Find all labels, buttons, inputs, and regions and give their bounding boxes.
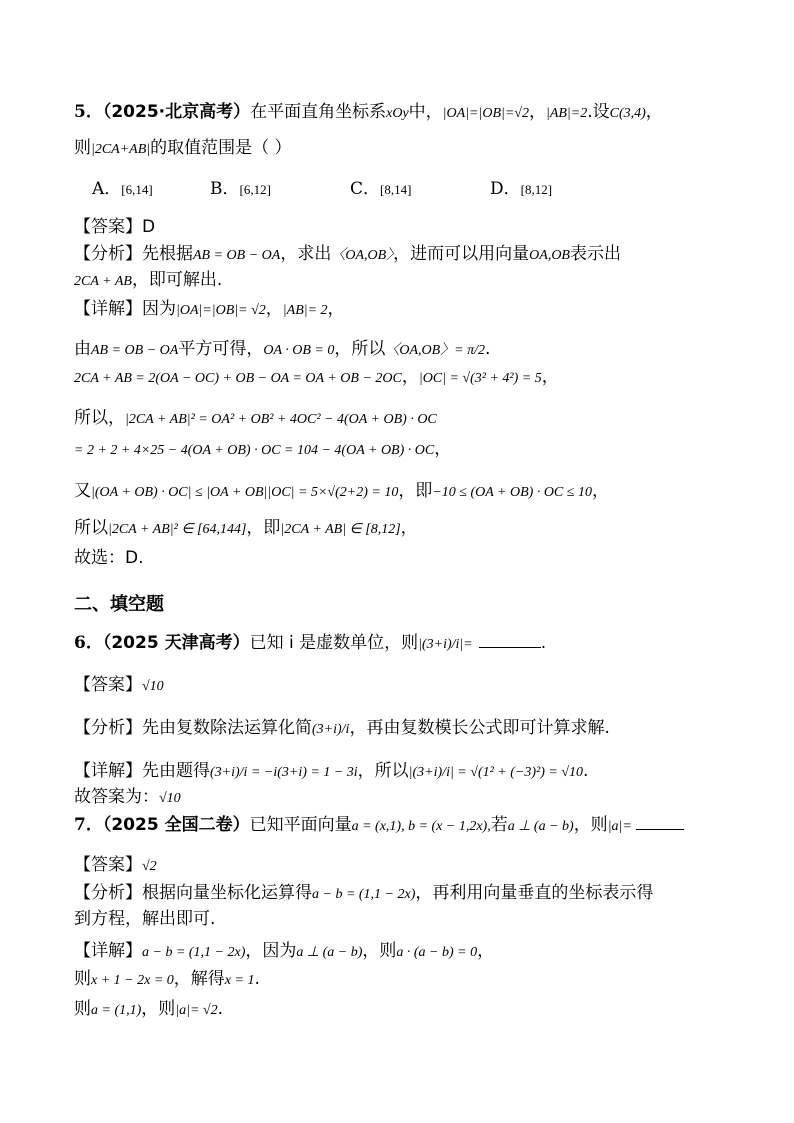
q5-condition-2: |AB|=2: [545, 106, 588, 121]
q6-analysis: [74, 715, 610, 743]
analysis-label: 【分析】: [74, 883, 142, 903]
analysis-text: ，再由复数模长公式即可计算求解.: [349, 718, 610, 738]
formula: |(OA + OB) · OC| ≤ |OA + OB||OC| = 5×√(2+2) = 10: [91, 485, 399, 500]
detail-text: ，: [265, 299, 283, 319]
detail-text: 平方可得，: [178, 339, 264, 359]
q5-stem-text: ，: [645, 102, 663, 122]
detail-text: 则: [74, 969, 91, 989]
detail-text: ，即: [246, 518, 281, 538]
formula: |2CA + AB| ∈ [8,12]: [280, 522, 401, 537]
formula: OA,OB: [529, 248, 570, 263]
detail-text: ，所以: [357, 761, 409, 781]
formula: AB = OB − OA: [91, 343, 179, 358]
formula: |OC| = √(3² + 4²) = 5: [418, 371, 542, 386]
formula: 〈OA,OB〉: [331, 248, 394, 263]
q5-detail-line4: [74, 405, 437, 433]
detail-text: 所以，: [74, 408, 125, 428]
q7-analysis-line1: [74, 880, 653, 908]
formula: (3+i)/i: [312, 722, 350, 737]
q7-stem-text: 已知平面向量: [249, 815, 352, 835]
formula: |a|= √2: [175, 1003, 218, 1018]
formula: |2CA + AB|² ∈ [64,144]: [108, 522, 247, 537]
q5-option-c: [350, 176, 411, 203]
q5-detail-line2: [74, 336, 490, 364]
q5-condition-1: |OA|=|OB|=√2: [442, 106, 529, 121]
q5-point-c: C(3,4): [609, 106, 646, 121]
detail-text: ，解得: [173, 969, 225, 989]
q7-answer-blank: [636, 815, 684, 830]
answer-value: √2: [142, 859, 157, 874]
option-value: [6,12]: [239, 182, 271, 197]
analysis-text: 先根据: [142, 244, 193, 264]
formula: (3+i)/i = −i(3+i) = 1 − 3i: [210, 765, 358, 780]
q5-stem-line1: [74, 99, 663, 127]
formula: = 2 + 2 + 4×25 − 4(OA + OB) · OC = 104 − 4(OA + OB) · OC: [74, 443, 435, 458]
q6-stem-text: 已知 i 是虚数单位，则: [249, 633, 419, 653]
q7-analysis-line2: 到方程，解出即可.: [74, 909, 216, 929]
option-label: A．: [92, 179, 122, 199]
analysis-text: ，求出: [280, 244, 332, 264]
formula: a − b = (1,1 − 2x): [142, 945, 246, 960]
formula: a · (a − b) = 0: [396, 945, 478, 960]
option-value: [8,12]: [520, 182, 553, 197]
q6-detail-line1: [74, 758, 588, 786]
analysis-text: ，再利用向量垂直的坐标表示得: [415, 883, 654, 903]
analysis-text: 根据向量坐标化运算得: [142, 883, 312, 903]
q5-analysis-line1: [74, 241, 621, 269]
answer-label: 【答案】: [74, 855, 142, 875]
q7-number: 7．: [74, 815, 103, 835]
answer-value: D: [142, 217, 156, 237]
q6-answer: [74, 672, 164, 700]
answer-value: √10: [142, 679, 164, 694]
q5-detail-line7: [74, 515, 418, 543]
q5-detail-line5: [74, 436, 451, 464]
q7-answer: [74, 852, 157, 880]
analysis-text: ，即可解出.: [131, 270, 223, 290]
option-label: C．: [350, 179, 381, 199]
q5-detail-line8: 故选：D.: [74, 548, 144, 568]
analysis-text: 先由复数除法运算化简: [142, 718, 312, 738]
q5-option-b: [210, 176, 271, 203]
formula: |AB|= 2: [282, 303, 328, 318]
analysis-text: 表示出: [569, 244, 621, 264]
analysis-label: 【分析】: [74, 718, 142, 738]
detail-label: 【详解】: [74, 299, 142, 319]
q6-answer-blank: [479, 633, 541, 648]
answer-label: 【答案】: [74, 217, 142, 237]
formula: a − b = (1,1 − 2x): [312, 887, 416, 902]
formula: −10 ≤ (OA + OB) · OC ≤ 10: [432, 485, 592, 500]
formula: |2CA + AB|² = OA² + OB² + 4OC² − 4(OA + OB) · OC: [125, 412, 437, 427]
q7-detail-line1: [74, 938, 494, 966]
detail-text: ，: [434, 439, 452, 459]
detail-label: 【详解】: [74, 761, 142, 781]
formula: 〈OA,OB〉= π/2: [385, 343, 486, 358]
detail-text: ，即: [398, 481, 433, 501]
detail-text: .: [254, 969, 260, 989]
q5-detail-line3: [74, 364, 559, 392]
q5-source: （2025·北京高考）: [102, 102, 251, 122]
formula: √10: [159, 791, 181, 806]
q5-option-d: [490, 176, 552, 203]
q7-stem-text: 若: [490, 815, 508, 835]
detail-text: ，: [401, 367, 419, 387]
formula: OA · OB = 0: [263, 343, 335, 358]
q5-stem-text: 中，: [408, 102, 443, 122]
detail-text: ，则: [141, 999, 176, 1019]
detail-text: ，: [477, 941, 495, 961]
formula: 2CA + AB: [74, 274, 132, 289]
formula: a = (1,1): [91, 1003, 142, 1018]
option-label: D．: [490, 179, 521, 199]
q5-option-a: [92, 176, 153, 203]
option-label: B．: [210, 179, 240, 199]
formula: x = 1: [224, 973, 255, 988]
detail-text: 又: [74, 481, 91, 501]
q6-expression: |(3+i)/i|=: [418, 637, 473, 652]
detail-text: ，因为: [245, 941, 297, 961]
q7-source: （2025 全国二卷）: [102, 815, 250, 835]
formula: a = (x,1), b = (x − 1,2x),: [351, 819, 491, 834]
q6-stem: [74, 630, 546, 658]
q5-answer: [74, 214, 155, 240]
formula: a ⊥ (a − b): [507, 819, 574, 834]
detail-text: ，则: [362, 941, 397, 961]
q5-detail-line1: [74, 296, 345, 324]
detail-text: .: [583, 761, 589, 781]
formula: |a|=: [607, 819, 632, 834]
detail-text: .: [217, 999, 224, 1019]
q5-number: 5．: [74, 102, 103, 122]
formula: 2CA + AB = 2(OA − OC) + OB − OA = OA + OB − 2OC: [74, 371, 402, 386]
q6-stem-text: .: [540, 633, 547, 653]
detail-text: 先由题得: [142, 761, 210, 781]
detail-text: ，: [400, 518, 418, 538]
detail-text: .: [485, 339, 491, 359]
q7-detail-line3: [74, 996, 223, 1024]
q6-detail-line2: [74, 784, 181, 812]
q5-stem-text: .设: [587, 102, 610, 122]
formula: |OA|=|OB|= √2: [176, 303, 266, 318]
detail-text: 因为: [142, 299, 176, 319]
answer-label: 【答案】: [74, 675, 142, 695]
q7-detail-line2: [74, 966, 260, 994]
detail-text: 由: [74, 339, 91, 359]
q6-source: （2025 天津高考）: [102, 633, 250, 653]
detail-text: ，: [327, 299, 345, 319]
detail-text: 所以: [74, 518, 108, 538]
q6-number: 6．: [74, 633, 103, 653]
detail-text: ，: [541, 367, 559, 387]
detail-text: 则: [74, 999, 91, 1019]
detail-label: 【详解】: [74, 941, 142, 961]
q5-analysis-line2: [74, 267, 222, 295]
q5-stem-line2: [74, 135, 292, 163]
q5-expression: |2CA+AB|: [91, 142, 151, 157]
q5-stem-text: 则: [74, 138, 91, 158]
detail-text: 故答案为：: [74, 787, 159, 807]
q5-stem-text: 的取值范围是（ ）: [150, 138, 292, 158]
analysis-label: 【分析】: [74, 244, 142, 264]
detail-text: ，所以: [334, 339, 386, 359]
q5-stem-text: 在平面直角坐标系: [250, 102, 387, 122]
formula: |(3+i)/i| = √(1² + (−3)²) = √10: [408, 765, 584, 780]
q5-coord-system: xOy: [386, 106, 409, 121]
section-title: 二、填空题: [74, 594, 164, 615]
formula: x + 1 − 2x = 0: [91, 973, 174, 988]
formula: AB = OB − OA: [193, 248, 281, 263]
option-value: [6,14]: [121, 182, 153, 197]
detail-text: ，: [591, 481, 609, 501]
q7-stem: [74, 812, 684, 840]
q5-stem-text: ，: [528, 102, 546, 122]
q7-stem-text: ，则: [573, 815, 608, 835]
analysis-text: ，进而可以用向量: [393, 244, 530, 264]
formula: a ⊥ (a − b): [296, 945, 363, 960]
q5-detail-line6: [74, 478, 609, 506]
option-value: [8,14]: [380, 182, 412, 197]
